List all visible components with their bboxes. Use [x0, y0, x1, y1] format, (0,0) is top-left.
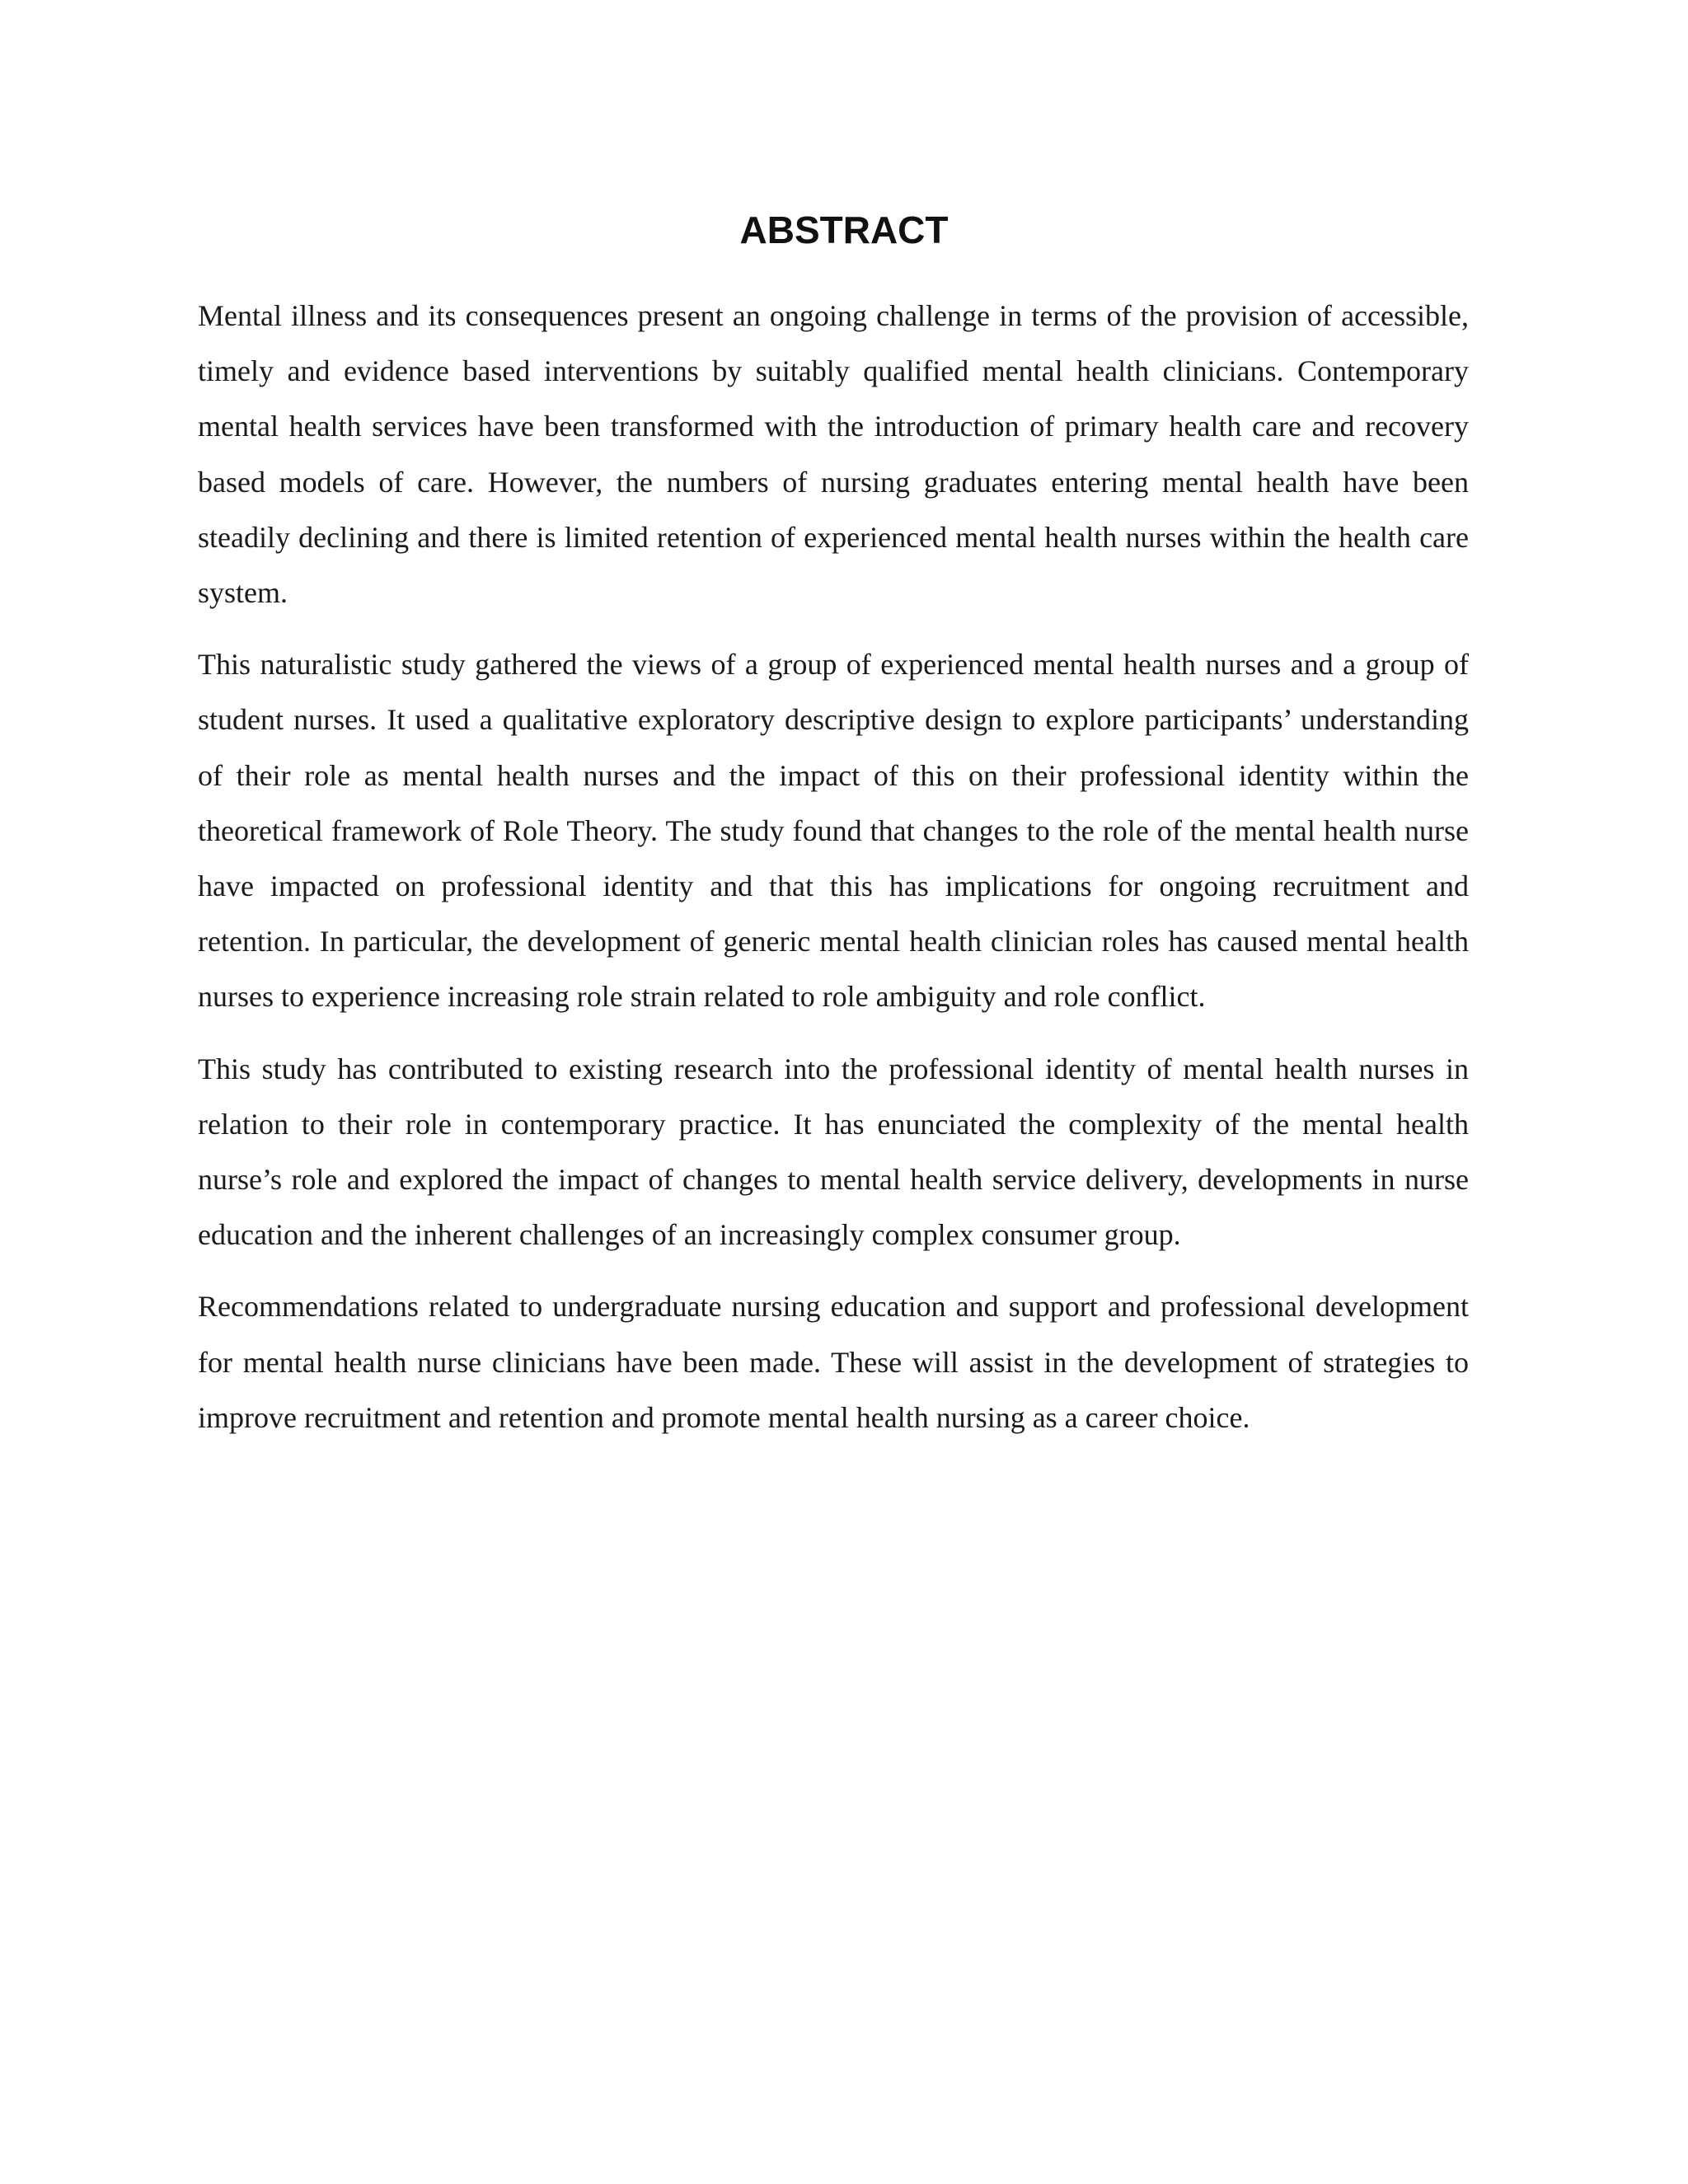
page-title: ABSTRACT [739, 209, 949, 251]
abstract-body [198, 288, 1469, 1462]
paragraph: This naturalistic study gathered the views of a group of experienced mental health nurses and a group of student nurses. It used a qualitative exploratory descriptive design to explore participants’ understanding of their role as mental health nurses and the impact of this on their professional identity within the theoretical framework of Role Theory. The study found that changes to the role of the mental health nurse have impacted on professional identity and that this has implications for ongoing recruitment and retention. In particular, the development of generic mental health clinician roles has caused mental health nurses to experience increasing role strain related to role ambiguity and role conflict. [198, 648, 1469, 1014]
paragraph: Recommendations related to undergraduate nursing education and support and professional development for mental health nurse clinicians have been made. These will assist in the development of strategies to improve recruitment and retention and promote mental health nursing as a career choice. [198, 1290, 1469, 1434]
paragraph: This study has contributed to existing research into the professional identity of mental health nurses in relation to their role in contemporary practice. It has enunciated the complexity of the mental health nurse’s role and explored the impact of changes to mental health service delivery, developments in nurse education and the inherent challenges of an increasingly complex consumer group. [198, 1052, 1469, 1252]
paragraph: Mental illness and its consequences present an ongoing challenge in terms of the provision of accessible, timely and evidence based interventions by suitably qualified mental health clinicians. Contemporary mental health services have been transformed with the introduction of primary health care and recovery based models of care. However, the numbers of nursing graduates entering mental health have been steadily declining and there is limited retention of experienced mental health nurses within the health care system. [198, 299, 1469, 610]
